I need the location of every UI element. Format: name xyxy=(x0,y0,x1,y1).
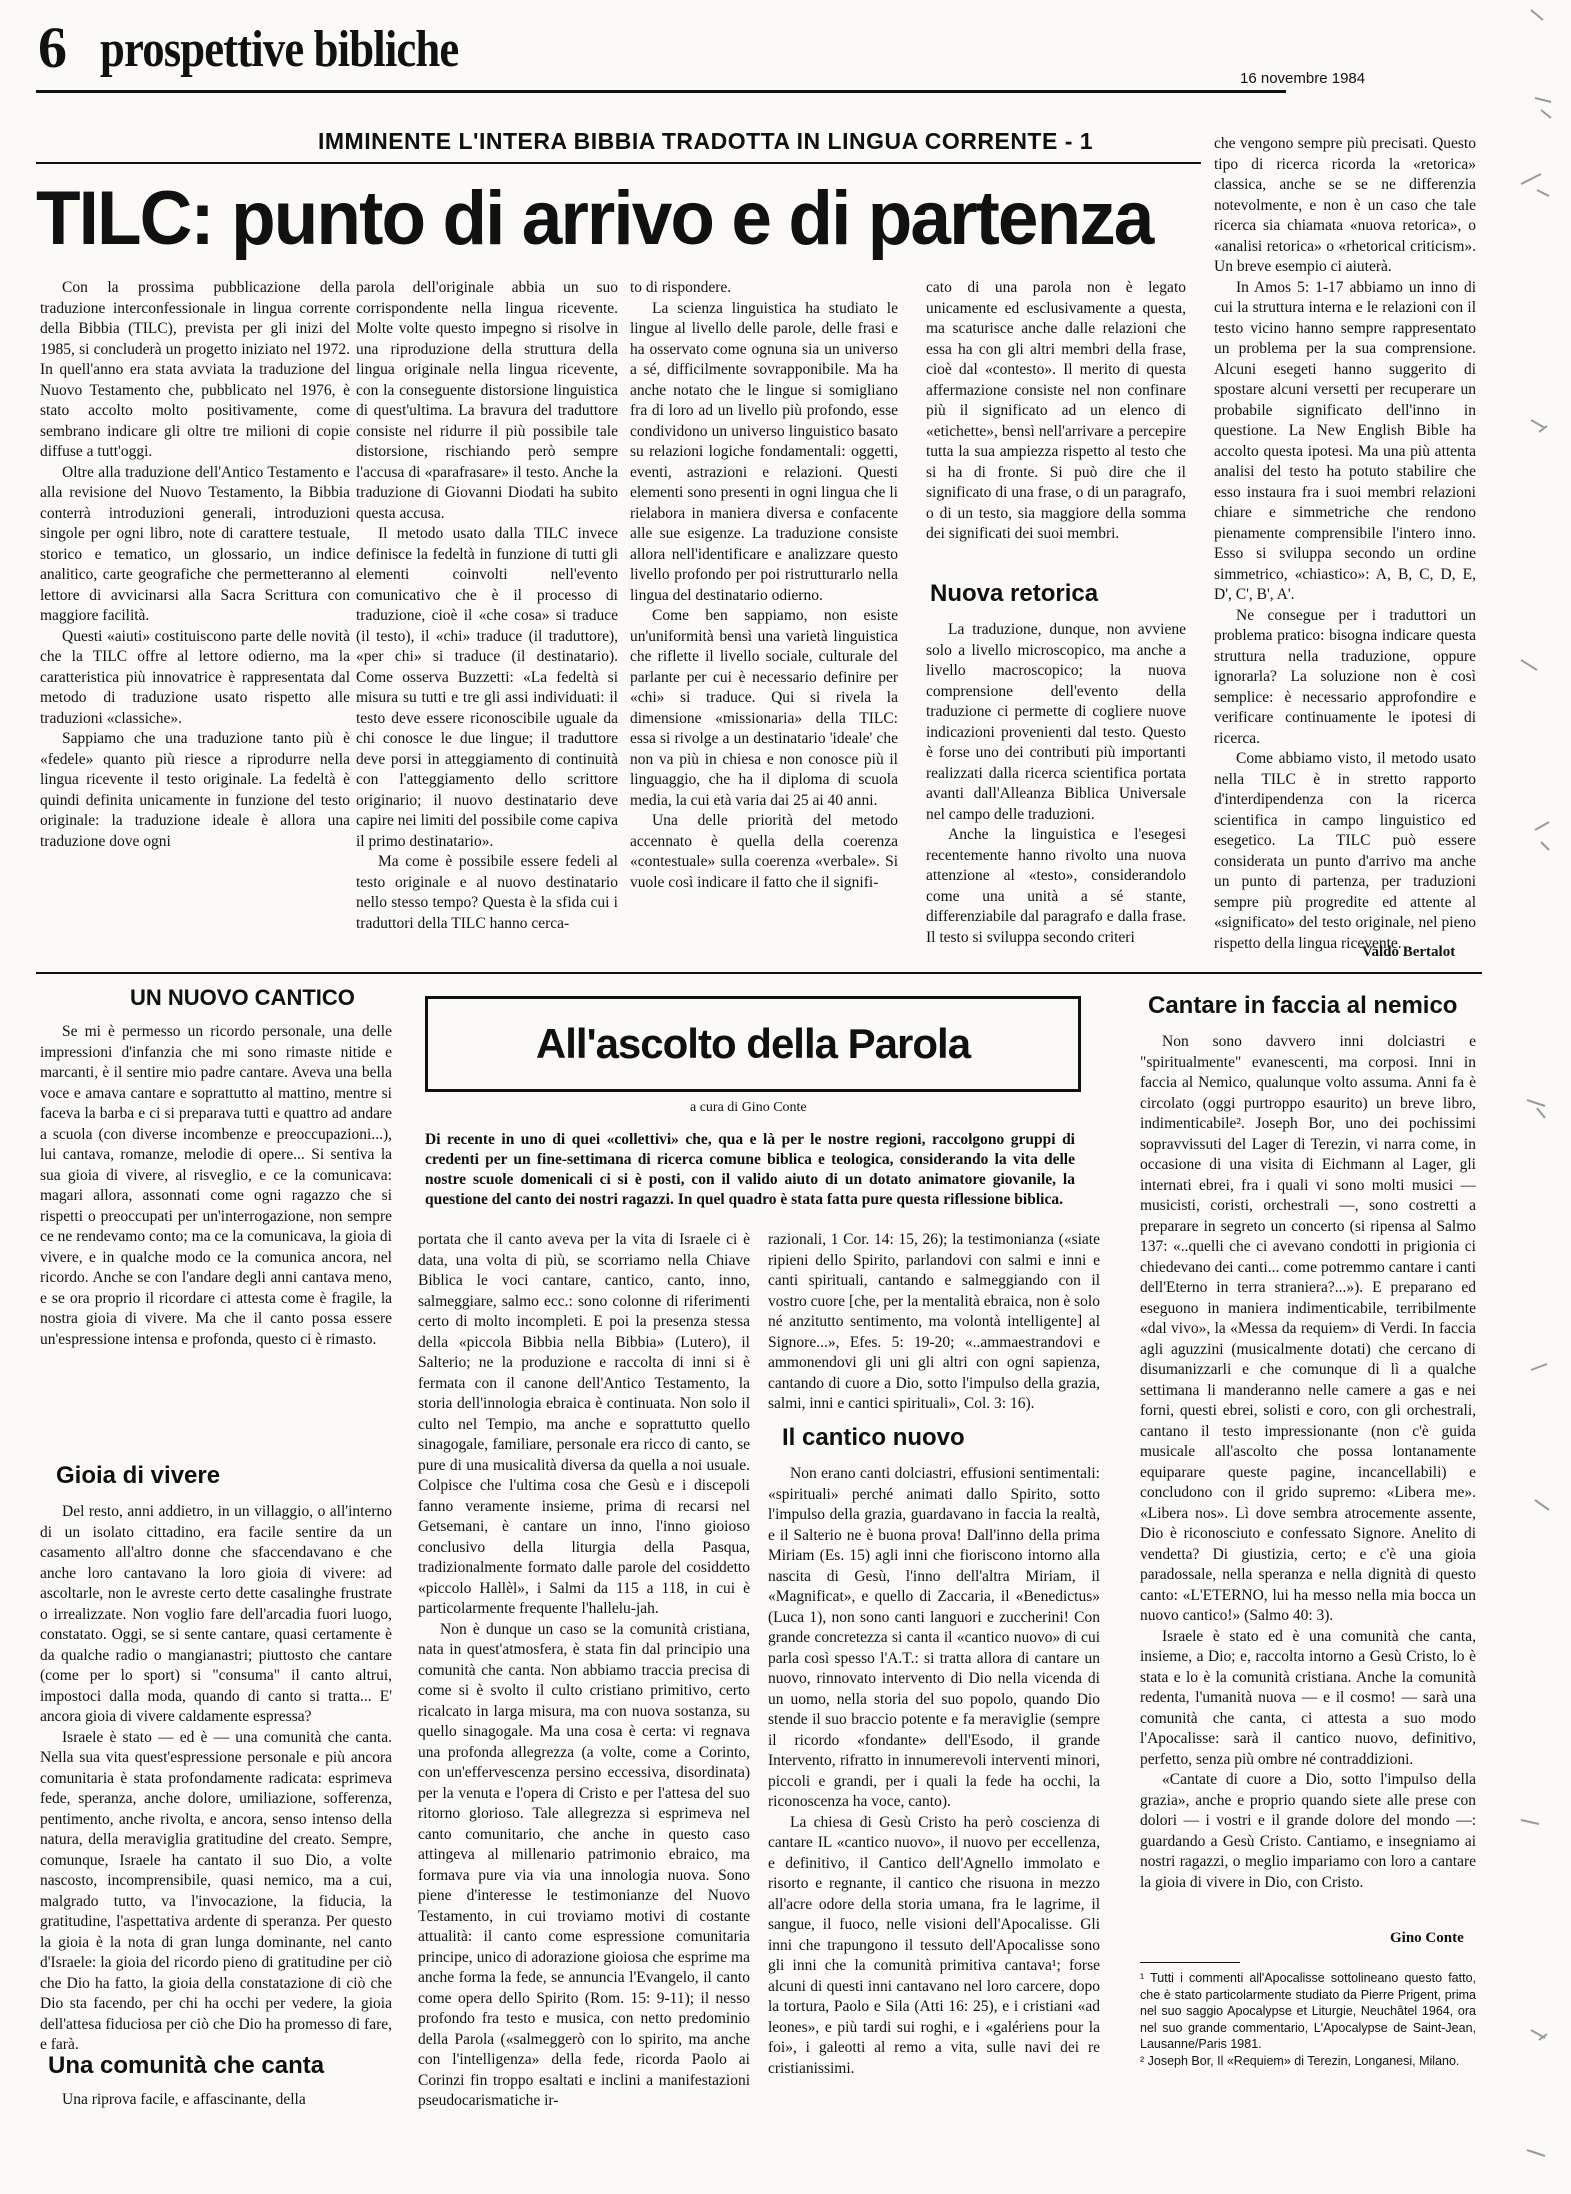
subheading-il-cantico-nuovo: Il cantico nuovo xyxy=(782,1424,965,1451)
section-title: prospettive bibliche xyxy=(100,21,459,78)
paragraph: Ma come è possibile essere fedeli al testo originale e al nuovo destinatario nello stesso tempo? Questa è la sfida cui i traduttori della TILC hanno cerca- xyxy=(356,853,618,932)
paragraph: Israele è stato ed è una comunità che canta, insieme, a Dio; e, raccolta intorno a Gesù Cristo, lo è stata e lo è la comunità cristiana. Anche la comunità redenta, l'umanità nuova — e il cosmo! — sarà una comunità che canta, ci attesta a suo modo l'Apocalisse: sarà il cantico nuovo, definitivo, perfetto, senza più ombre né contraddizioni. xyxy=(1140,1627,1476,1768)
page-number: 6 xyxy=(38,15,67,80)
footnote-rule xyxy=(1140,1962,1240,1963)
paragraph: Una riprova facile, e affascinante, della xyxy=(62,2091,306,2108)
main-article-col3 xyxy=(630,278,898,958)
left-col-part1 xyxy=(40,1022,392,1452)
feature-byline: a cura di Gino Conte xyxy=(690,1100,807,1115)
main-article-col4 xyxy=(926,278,1186,558)
paragraph: Con la prossima pubblicazione della traduzione interconfessionale in lingua corrente della Bibbia (TILC), prevista per gli inizi del 1985, si concluderà un progetto iniziato nel 1972. In quell'anno era stata avviata la traduzione del Nuovo Testamento che, pubblicato nel 1976, è stato accolto molto positivamente, come sembrano indicare gli oltre tre milioni di copie diffuse a tutt'oggi. xyxy=(40,279,350,460)
feature-colB xyxy=(768,1230,1100,1410)
main-headline: TILC: punto di arrivo e di partenza xyxy=(36,176,1153,261)
paragraph: Anche la linguistica e l'esegesi recentemente hanno rivolto una nuova attenzione al «testo», considerandolo come una unità a sé stante, differenziabile dal paragrafo e dalla frase. Il testo si sviluppa secondo criteri xyxy=(926,826,1186,946)
paragraph: La traduzione, dunque, non avviene solo a livello microscopico, ma anche a livello macroscopico; la nuova comprensione dell'evento della traduzione ci permette di cogliere nuove indicazioni provenienti dal testo. Questo è forse uno dei contributi più importanti realizzati dalla ricerca scientifica portata avanti dall'Alleanza Biblica Universale nel campo delle traduzioni. xyxy=(926,621,1186,823)
paragraph: Questi «aiuti» costituiscono parte delle novità che la TILC offre al lettore odierno, ma la caratteristica più innovatrice è rappresentata dal metodo di traduzione usato rispetto alle traduzioni «classiche». xyxy=(40,627,350,727)
paragraph: Israele è stato — ed è — una comunità che canta. Nella sua vita quest'espressione personale e più ancora comunitaria è stata profondamente radicata: esprimeva fede, speranza, anche dolore, umiliazione, sofferenza, pentimento, anche rivolta, e ancora, senso intenso della natura, della meraviglia gratitudine del creato. Sempre, comunque, Israele ha cantato il suo Dio, a volte nascosto, incomprensibile, quasi nemico, ma a cui, malgrado tutto, va l'invocazione, la fiducia, la gratitudine, l'aspettativa ardente di speranza. Per questo la gioia è la nota di gran lunga dominante, nel canto d'Israele: la gioia del ricordo pieno di gratitudine per ciò che Dio ha fatto, la gioia della constatazione di ciò che Dio sta facendo, per chi ha occhi per vedere, la gioia dell'attesa fiduciosa per ciò che Dio ha promesso di fare, e farà. xyxy=(40,1728,392,2053)
paragraph: Non è dunque un caso se la comunità cristiana, nata in quest'atmosfera, è stata fin dal principio una comunità che canta. Non abbiamo traccia precisa di come si è svolto il culto cristiano primitivo, certo ricalcato in larga misura, ma con nuova sostanza, su quello sinagogale. Ma una cosa è certa: vi regnava una profonda allegrezza (a volte, come a Corinto, con un'effervescenza persino eccessiva, disordinata) per la venuta e l'opera di Cristo e per l'attesa del suo ritorno glorioso. Tale allegrezza si esprimeva nel canto comunitario, che anche in questo caso attingeva al millenario patrimonio ebraico, ma formava pure via via una innologia nuova. Sono piene d'interesse le testimonianze del Nuovo Testamento, in cui troviamo motivi di costante attualità: il canto come espressione comunitaria principe, unico di adorazione gioiosa che esprime ma anche forma la fede, se annuncia l'Evangelo, il canto come opera dello Spirito (Rom. 15: 9-11); il nesso profondo fra testo e musica, con netto predominio della Parola («salmeggerò con lo spirito, ma anche con l'intelligenza» della fede, ricorda Paolo ai Corinzi fin troppo esaltati e inclini a manifestazioni pseudocarismatiche ir- xyxy=(418,1620,750,2109)
paragraph: Una delle priorità del metodo accennato è quella della coerenza «contestuale» sulla coerenza «verbale». Si vuole così indicare il fatto che il signifi- xyxy=(630,812,898,891)
paragraph: «Cantate di cuore a Dio, sotto l'impulso della grazia», anche e proprio quando siete alle prese con dolori — i vostri e il grande dolore del mondo —: guardando a Gesù Cristo. Cantiamo, e insegniamo ai nostri ragazzi, o meglio impariamo con loro a cantare la gioia di vivere in Dio, con Cristo. xyxy=(1140,1771,1476,1891)
author-signature: Valdo Bertalot xyxy=(1362,944,1456,960)
paragraph: Ne consegue per i traduttori un problema pratico: bisogna indicare questa struttura nella traduzione, oppure ignorarla? La soluzione non è così semplice: è necessario approfondire e verificare continuamente le ipotesi di ricerca. xyxy=(1214,606,1476,747)
left-col-part2 xyxy=(40,1502,392,2053)
subheading-una-comunita-che-canta: Una comunità che canta xyxy=(48,2052,325,2079)
footnote: ¹ Tutti i commenti all'Apocalisse sottolineano questo fatto, che è stato particolarmente studiato da Pierre Prigent, prima nel suo saggio Apocalypse et Liturgie, Neuchâtel 1964, ora nel suo grande commentario, L'Apocalypse de Saint-Jean, Lausanne/Paris 1981. xyxy=(1140,1971,1476,2051)
footnote: ² Joseph Bor, Il «Requiem» di Terezin, Longanesi, Milano. xyxy=(1140,2053,1460,2068)
kicker: IMMINENTE L'INTERA BIBBIA TRADOTTA IN LINGUA CORRENTE - 1 xyxy=(318,128,1094,154)
paragraph: Il metodo usato dalla TILC invece definisce la fedeltà in funzione di tutti gli elementi coinvolti nell'evento comunicativo che è il processo di traduzione, cioè il «che cosa» si traduce (il testo), il «chi» traduce (il traduttore), «per chi» si traduce (il destinatario). Come osserva Buzzetti: «La fedeltà si misura su tutti e tre gli assi individuati: il testo deve essere riconoscibile uguale da chi conosce le due lingue; il traduttore deve porsi in atteggiamento di continuità con l'atteggiamento dello scrittore originario; il nuovo destinatario deve capire nei limiti del possibile come capiva il primo destinatario». xyxy=(356,525,618,850)
feature-colB2 xyxy=(768,1464,1100,2114)
masthead-rule xyxy=(36,90,1286,93)
section-rule xyxy=(36,972,1482,974)
margin-scan-marks xyxy=(1491,0,1571,2194)
left-col-part3 xyxy=(40,2090,392,2120)
paragraph: che vengono sempre più precisati. Questo tipo di ricerca ricorda la «retorica» classica, anche se se ne differenzia notevolmente, e non è un caso che tale ricerca sia chiamata «nuova retorica», o «analisi retorica» o «rhetorical criticism». Un breve esempio ci aiuterà. xyxy=(1214,135,1476,275)
feature-title-box: All'ascolto della Parola xyxy=(425,996,1081,1092)
paragraph: to di rispondere. xyxy=(630,279,732,296)
feature-signature: Gino Conte xyxy=(1390,1930,1464,1946)
subheading-gioia-di-vivere: Gioia di vivere xyxy=(56,1462,221,1489)
main-article-col1 xyxy=(40,278,350,958)
feature-colA xyxy=(418,1230,750,2110)
paragraph: Sappiamo che una traduzione tanto più è «fedele» quanto più riesce a riprodurre nella lingua ricevente il testo originale. La fedeltà è quindi definita unicamente in funzione del testo originale: la traduzione ideale è allora una traduzione dove ogni xyxy=(40,730,350,850)
paragraph: cato di una parola non è legato unicamente ed esclusivamente a questa, ma scaturisce anche dalle relazioni che essa ha con gli altri membri della frase, cioè dal «contesto». Il merito di questa affermazione consiste nel non confinare più il significato ad un elenco di «etichette», bensì nell'arrivare a percepire tutta la sua ampiezza rispetto al testo che si ha di fronte. Si può dire che il significato di una frase, o di un paragrafo, o di un testo, sia maggiore della somma dei significati dei suoi membri. xyxy=(926,279,1186,542)
paragraph: portata che il canto aveva per la vita di Israele ci è data, una volta di più, se scorriamo nella Chiave Biblica le voci cantare, cantico, canto, inno, salmeggiare, salmo ecc.: sono colonne di riferimenti certo di molto incompleti. E poi la presenza stessa della «piccola Bibbia nella Bibbia» (Lutero), il Salterio; ne la produzione e raccolta di inni si è fermata con il canone dell'Antico Testamento, la storia dell'innologia ebraica è continuata. Non solo il culto nel Tempio, ma anche e soprattutto quello sinagogale, familiare, personale era ricco di canto, se pure di una musicalità diversa da quella a noi usuale. Colpisce che l'ultima cosa che Gesù e i discepoli fanno veramente insieme, prima di recarsi nel Getsemani, è cantare un inno, l'inno gioioso conclusivo della liturgia della Pasqua, tradizionalmente formato dalle parole del cosiddetto «piccolo Hallèl», i Salmi da 115 a 118, in cui è particolarmente frequente l'hallelu-jah. xyxy=(418,1231,750,1617)
paragraph: In Amos 5: 1-17 abbiamo un inno di cui la struttura interna e le relazioni con il testo vicino hanno sempre rappresentato un problema per la sua comprensione. Alcuni esegeti hanno suggerito di spostare alcuni versetti per recuperare un probabile significato dell'inno in questione. La New English Bible ha accolto questa ipotesi. Ma una più attenta analisi del testo ha potuto stabilire che esso instaura fra i suoi membri relazioni chiare e simmetriche che rendono pienamente comprensibile l'intero inno. Esso si sviluppa secondo un ordine simmetrico, «chiastico»: A, B, C, D, E, D', C', B', A'. xyxy=(1214,278,1476,603)
main-article-col2 xyxy=(356,278,618,958)
issue-date: 16 novembre 1984 xyxy=(1240,70,1366,87)
kicker-rule xyxy=(36,162,1201,164)
paragraph: La chiesa di Gesù Cristo ha però coscienza di cantare IL «cantico nuovo», il nuovo per eccellenza, e definitivo, il Cantico dell'Agnello immolato e risorto e regnante, il cantico che risuona in mezzo all'acre odore della storia umana, fra le lagrime, il sangue, il fuoco, nelle visioni dell'Apocalisse. Gli inni che trapungono il tessuto dell'Apocalisse sono gli inni che la comunità primitiva cantava¹; forse alcuni di questi inni cantavano nel loro carcere, dopo la tortura, Paolo e Sila (Atti 16: 25), e i cristiani «ad leones», e più tardi sui roghi, e i «galériens pour la foi», i galeotti al remo a vita, sulle navi dei re cristianissimi. xyxy=(768,1813,1100,2077)
paragraph: Del resto, anni addietro, in un villaggio, o all'interno di un isolato cittadino, era facile sentire da un casamento all'altro donne che sfaccendavano e che anche loro cantavano la loro gioia di vivere: ad ascoltarle, non le avreste certo dette casalinghe frustrate o irrealizzate. Non voglio fare dell'arcadia fuori luogo, constatato. Oggi, se si sente cantare, quasi certamente è da qualche radio o mangianastri; piuttosto che cantare (come per lo sport) si "consuma" il canto altrui, impostoci dalla moda, quando di canto si tratta... E' ancora gioia di vivere caldamente espressa? xyxy=(40,1503,392,1725)
paragraph: Non erano canti dolciastri, effusioni sentimentali: «spirituali» perché animati dallo Spirito, sotto l'impulso della grazia, guardavano in faccia la realtà, e il Salterio ne è buona prova! Dall'inno della prima Miriam (Es. 15) agli inni che fioriscono intorno alla nascita di Gesù, l'inno dell'altra Miriam, il «Magnificat», e quello di Zaccaria, il «Benedictus» (Luca 1), non sono canti languori e zuccherini! Con grande concretezza si canta il «cantico nuovo» di cui parla così spesso l'A.T.: si tratta allora di cantare un nuovo, rinnovato intervento di Dio nella vicenda di un uomo, nella storia del suo popolo, quando Dio stende il suo braccio potente e fa meraviglie (sempre il ricordo «fondante» dell'Esodo, il grande Intervento, rifratto in innumerevoli interventi minori, piccoli e grandi, per i quali la fede ha occhi, la riconoscenza ha voce, canto). xyxy=(768,1465,1100,1810)
footnotes xyxy=(1140,1970,1476,2110)
paragraph: Come abbiamo visto, il metodo usato nella TILC è in stretto rapporto d'interdipendenza con la ricerca scientifica in campo linguistico ed esegetico. La TILC può essere considerata un punto d'arrivo ma anche un punto di partenza, per traduzioni sempre più progredite ed attente al «significato» del testo originale, nel pieno rispetto della lingua ricevente. xyxy=(1214,750,1476,952)
subheading-cantare-in-faccia: Cantare in faccia al nemico xyxy=(1148,992,1458,1019)
paragraph: Se mi è permesso un ricordo personale, una delle impressioni d'infanzia che mi sono rimaste nitide e marcanti, è il sentire mio padre cantare. Aveva una bella voce e amava cantare e soprattutto al mattino, mentre si faceva la barba e ci si preparava tutti e quattro ad andare a scuola (con diverse incombenze e preoccupazioni...), lui cantava, romanze, melodie di opere... Si sentiva la sua gioia di vivere, al risveglio, e ce la comunicava: magari allora, assonnati come ogni ragazzo che si rispetti o preoccupati per un'interrogazione, non sempre ce ne rendevamo conto; ma ce la comunicava, la gioia di vivere, e in qualche modo ce la comunica ancora, nel ricordo. Anche se con l'andare degli anni cantava meno, e se ora proprio il ricordare ci attesta come è fragile, la nostra gioia di vivere. Ma che il canto possa essere un'espressione intensa e profonda, questo ci è rimasto. xyxy=(40,1023,392,1348)
paragraph: Come ben sappiamo, non esiste un'uniformità bensì una varietà linguistica che riflette il livello sociale, culturale del parlante per cui è necessario definire per «chi» si traduce. Qui si rivela la dimensione «missionaria» della TILC: essa si rivolge a un destinatario 'ideale' che non va più in chiesa e non conosce più il linguaggio, che ha il diploma di scuola media, la cui età varia dai 25 ai 40 anni. xyxy=(630,607,898,809)
paragraph: parola dell'originale abbia un suo corrispondente nella lingua ricevente. Molte volte questo impegno si risolve in una riproduzione della struttura della lingua originale nella lingua ricevente, con la conseguente distorsione linguistica di quest'ultima. La bravura del traduttore consiste nel ridurre il più possibile tale distorsione, rischiando però sempre l'accusa di «parafrasare» il testo. Anche la traduzione di Giovanni Diodati ha subito questa accusa. xyxy=(356,279,618,522)
paragraph: razionali, 1 Cor. 14: 15, 26); la testimonianza («siate ripieni dello Spirito, parlandovi con salmi e inni e canti spirituali, cantando e salmeggiando con il vostro cuore [che, per la mentalità ebraica, non è solo né anzitutto sentimento, ma volontà intelligente] al Signore...», Efes. 5: 19-20; «..ammaestrandovi e ammonendovi gli uni gli altri con ogni sapienza, cantando di cuore a Dio, sotto l'impulso della grazia, salmi, inni e cantici spirituali», Col. 3: 16). xyxy=(768,1231,1100,1412)
subheading-un-nuovo-cantico: UN NUOVO CANTICO xyxy=(130,985,355,1010)
paragraph: Non sono davvero inni dolciastri e "spiritualmente" evanescenti, ma corposi. Inni in faccia al Nemico, qualunque volto assuma. Anni fa è circolato (oggi purtroppo esaurito) un breve libro, indimenticabile². Joseph Bor, uno dei pochissimi sopravvissuti del Lager di Terezin, vi narra come, in occasione di una visita di Eichmann al Lager, gli internati ebrei, fra i quali vi sono molti musici — musicisti, coristi, orchestrali —, sono costretti a preparare in segreto un concerto (si ripensa al Salmo 137: «..quelli che ci avevano condotti in prigionia ci chiedevano dei canti... come potremmo cantare i canti dell'Eterno in terra straniera?...»). E preparano ed eseguono in maniera indimenticabile, terribilmente «dal vivo», la «Messa da requiem» di Verdi. In faccia agli aguzzini (musicalmente dotati) che cercano di disumanizzarli e che comunque di lì a qualche settimana li manderanno nelle camere a gas e nei forni, questi ebrei, solisti e coro, con gli orchestrali, cantano il testo impressionante (non c'è guida musicale all'ascolto che possa lontanamente equiparare queste pagine, incancellabili) e concludono con il grido supremo: «Libera me». «Libera nos». Lì dove sembra atrocemente assente, Dio è riconosciuto e confessato Signore. Anelito di vendetta? Di giustizia, certo; e c'è una gioia paradossale, nella speranza e nella dignità di questo canto: «L'ETERNO, lui ha messo nella mia bocca un nuovo cantico!» (Salmo 40: 3). xyxy=(1140,1033,1476,1624)
feature-intro: Di recente in uno di quei «collettivi» che, qua e là per le nostre regioni, raccolgono gruppi di credenti per un fine-settimana di ricerca comune biblica e teologica, considerando la vita delle nostre scuole domenicali ci si è posti, con il valido aiuto di un dotato animatore giovanile, la questione del canto dei nostri ragazzi. In quel quadro è stata fatta pure questa riflessione biblica. xyxy=(425,1131,1075,1208)
paragraph: La scienza linguistica ha studiato le lingue al livello delle parole, delle frasi e ha osservato come ognuna sia un universo a sé, difficilmente sovrapponibile. Ma ha anche notato che le lingue si somigliano fra di loro ad un livello più profondo, esse condividono un universo linguistico basato su relazioni logiche fondamentali: oggetti, eventi, astrazioni e relazioni. Questi elementi sono presenti in ogni lingua che li rielabora in maniera diversa e confacente alle sue esigenze. La traduzione consiste allora nell'identificare e analizzare questo livello profondo per poi ristrutturarlo nella lingua del destinatario odierno. xyxy=(630,299,898,604)
right-col xyxy=(1140,1032,1476,1920)
subheading-nuova-retorica: Nuova retorica xyxy=(930,580,1099,607)
main-article-col4b xyxy=(926,620,1186,960)
paragraph: Oltre alla traduzione dell'Antico Testamento e alla revisione del Nuovo Testamento, la Bibbia conterrà introduzioni generali, introduzioni singole per ogni libro, note di carattere testuale, storico e tematico, un glossario, un indice analitico, carte geografiche che permetteranno al lettore di avvicinarsi alla Sacra Scrittura con maggiore facilità. xyxy=(40,463,350,624)
